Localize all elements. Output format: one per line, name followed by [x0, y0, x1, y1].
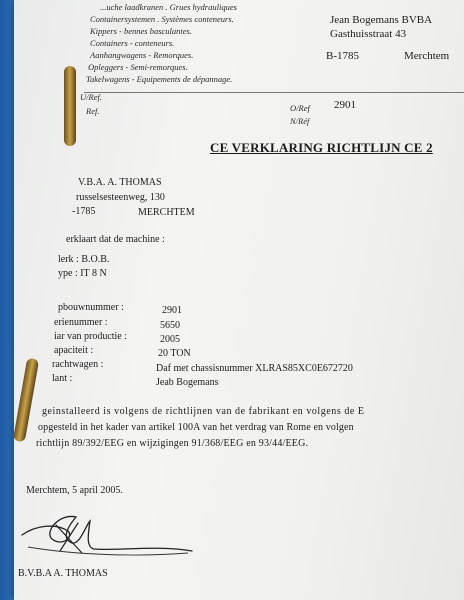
sender-name: V.B.A. A. THOMAS: [78, 177, 162, 188]
service-line-6: Opleggers - Semi-remorques.: [88, 62, 188, 72]
handwritten-signature: [16, 495, 196, 565]
ref-label: Ref.: [86, 106, 100, 116]
field-label-client: lant :: [52, 373, 73, 384]
field-label-build-number: pbouwnummer :: [58, 302, 124, 313]
service-line-3: Kippers - bennes basculantes.: [90, 26, 192, 36]
binder-clip-top: [64, 66, 76, 146]
body-line-3: richtlijn 89/392/EEG en wijzigingen 91/368/EEG en 93/44/EEG.: [36, 438, 309, 449]
signatory-name: B.V.B.A A. THOMAS: [18, 568, 108, 579]
field-value-truck: Daf met chassisnummer XLRAS85XC0E672720: [156, 363, 353, 374]
company-postcode: B-1785: [326, 50, 359, 62]
place-date: Merchtem, 5 april 2005.: [26, 485, 123, 496]
field-value-serial-number: 5650: [160, 320, 180, 331]
o-ref-label: O/Ref: [290, 103, 310, 113]
field-value-client: Jeab Bogemans: [156, 377, 219, 388]
sender-street: russelsesteenweg, 130: [76, 192, 165, 203]
field-label-production-year: iar van productie :: [54, 331, 128, 342]
document-page: [14, 0, 464, 600]
company-street: Gasthuisstraat 43: [330, 28, 407, 40]
u-ref-label: U/Ref.: [80, 92, 102, 102]
field-value-capacity: 20 TON: [158, 348, 191, 359]
o-ref-value: 2901: [334, 99, 356, 111]
field-label-capacity: apaciteit :: [54, 345, 94, 356]
service-line-2: Containersystemen . Systèmes conteneurs.: [90, 14, 234, 24]
sender-postcode: -1785: [72, 206, 96, 217]
company-city: Merchtem: [404, 50, 450, 62]
declaration-line: erklaart dat de machine :: [66, 234, 165, 245]
company-name: Jean Bogemans BVBA: [330, 14, 433, 26]
service-line-4: Containers - conteneurs.: [90, 38, 175, 48]
field-label-serial-number: erienummer :: [54, 317, 108, 328]
sender-city: MERCHTEM: [138, 207, 195, 218]
service-line-7: Takelwagens - Equipements de dépannage.: [86, 74, 233, 84]
service-line-1: ...uche laadkranen . Grues hydrauliques: [100, 2, 237, 12]
body-line-1: geinstalleerd is volgens de richtlijnen van de fabrikant en volgens de E: [42, 406, 365, 417]
n-ref-label: N/Réf: [290, 116, 310, 126]
service-line-5: Aanhangwagens - Remorques.: [90, 50, 194, 60]
type-line: ype : IT 8 N: [58, 268, 107, 279]
binder-clip-bottom: [14, 358, 39, 443]
field-value-build-number: 2901: [162, 305, 182, 316]
brand-line: lerk : B.O.B.: [58, 254, 110, 265]
body-line-2: opgesteld in het kader van artikel 100A van het verdrag van Rome en volgen: [38, 422, 354, 433]
document-title: CE VERKLARING RICHTLIJN CE 2: [210, 140, 433, 155]
letterhead-rule: [84, 92, 464, 93]
field-label-truck: rachtwagen :: [52, 359, 104, 370]
field-value-production-year: 2005: [160, 334, 180, 345]
